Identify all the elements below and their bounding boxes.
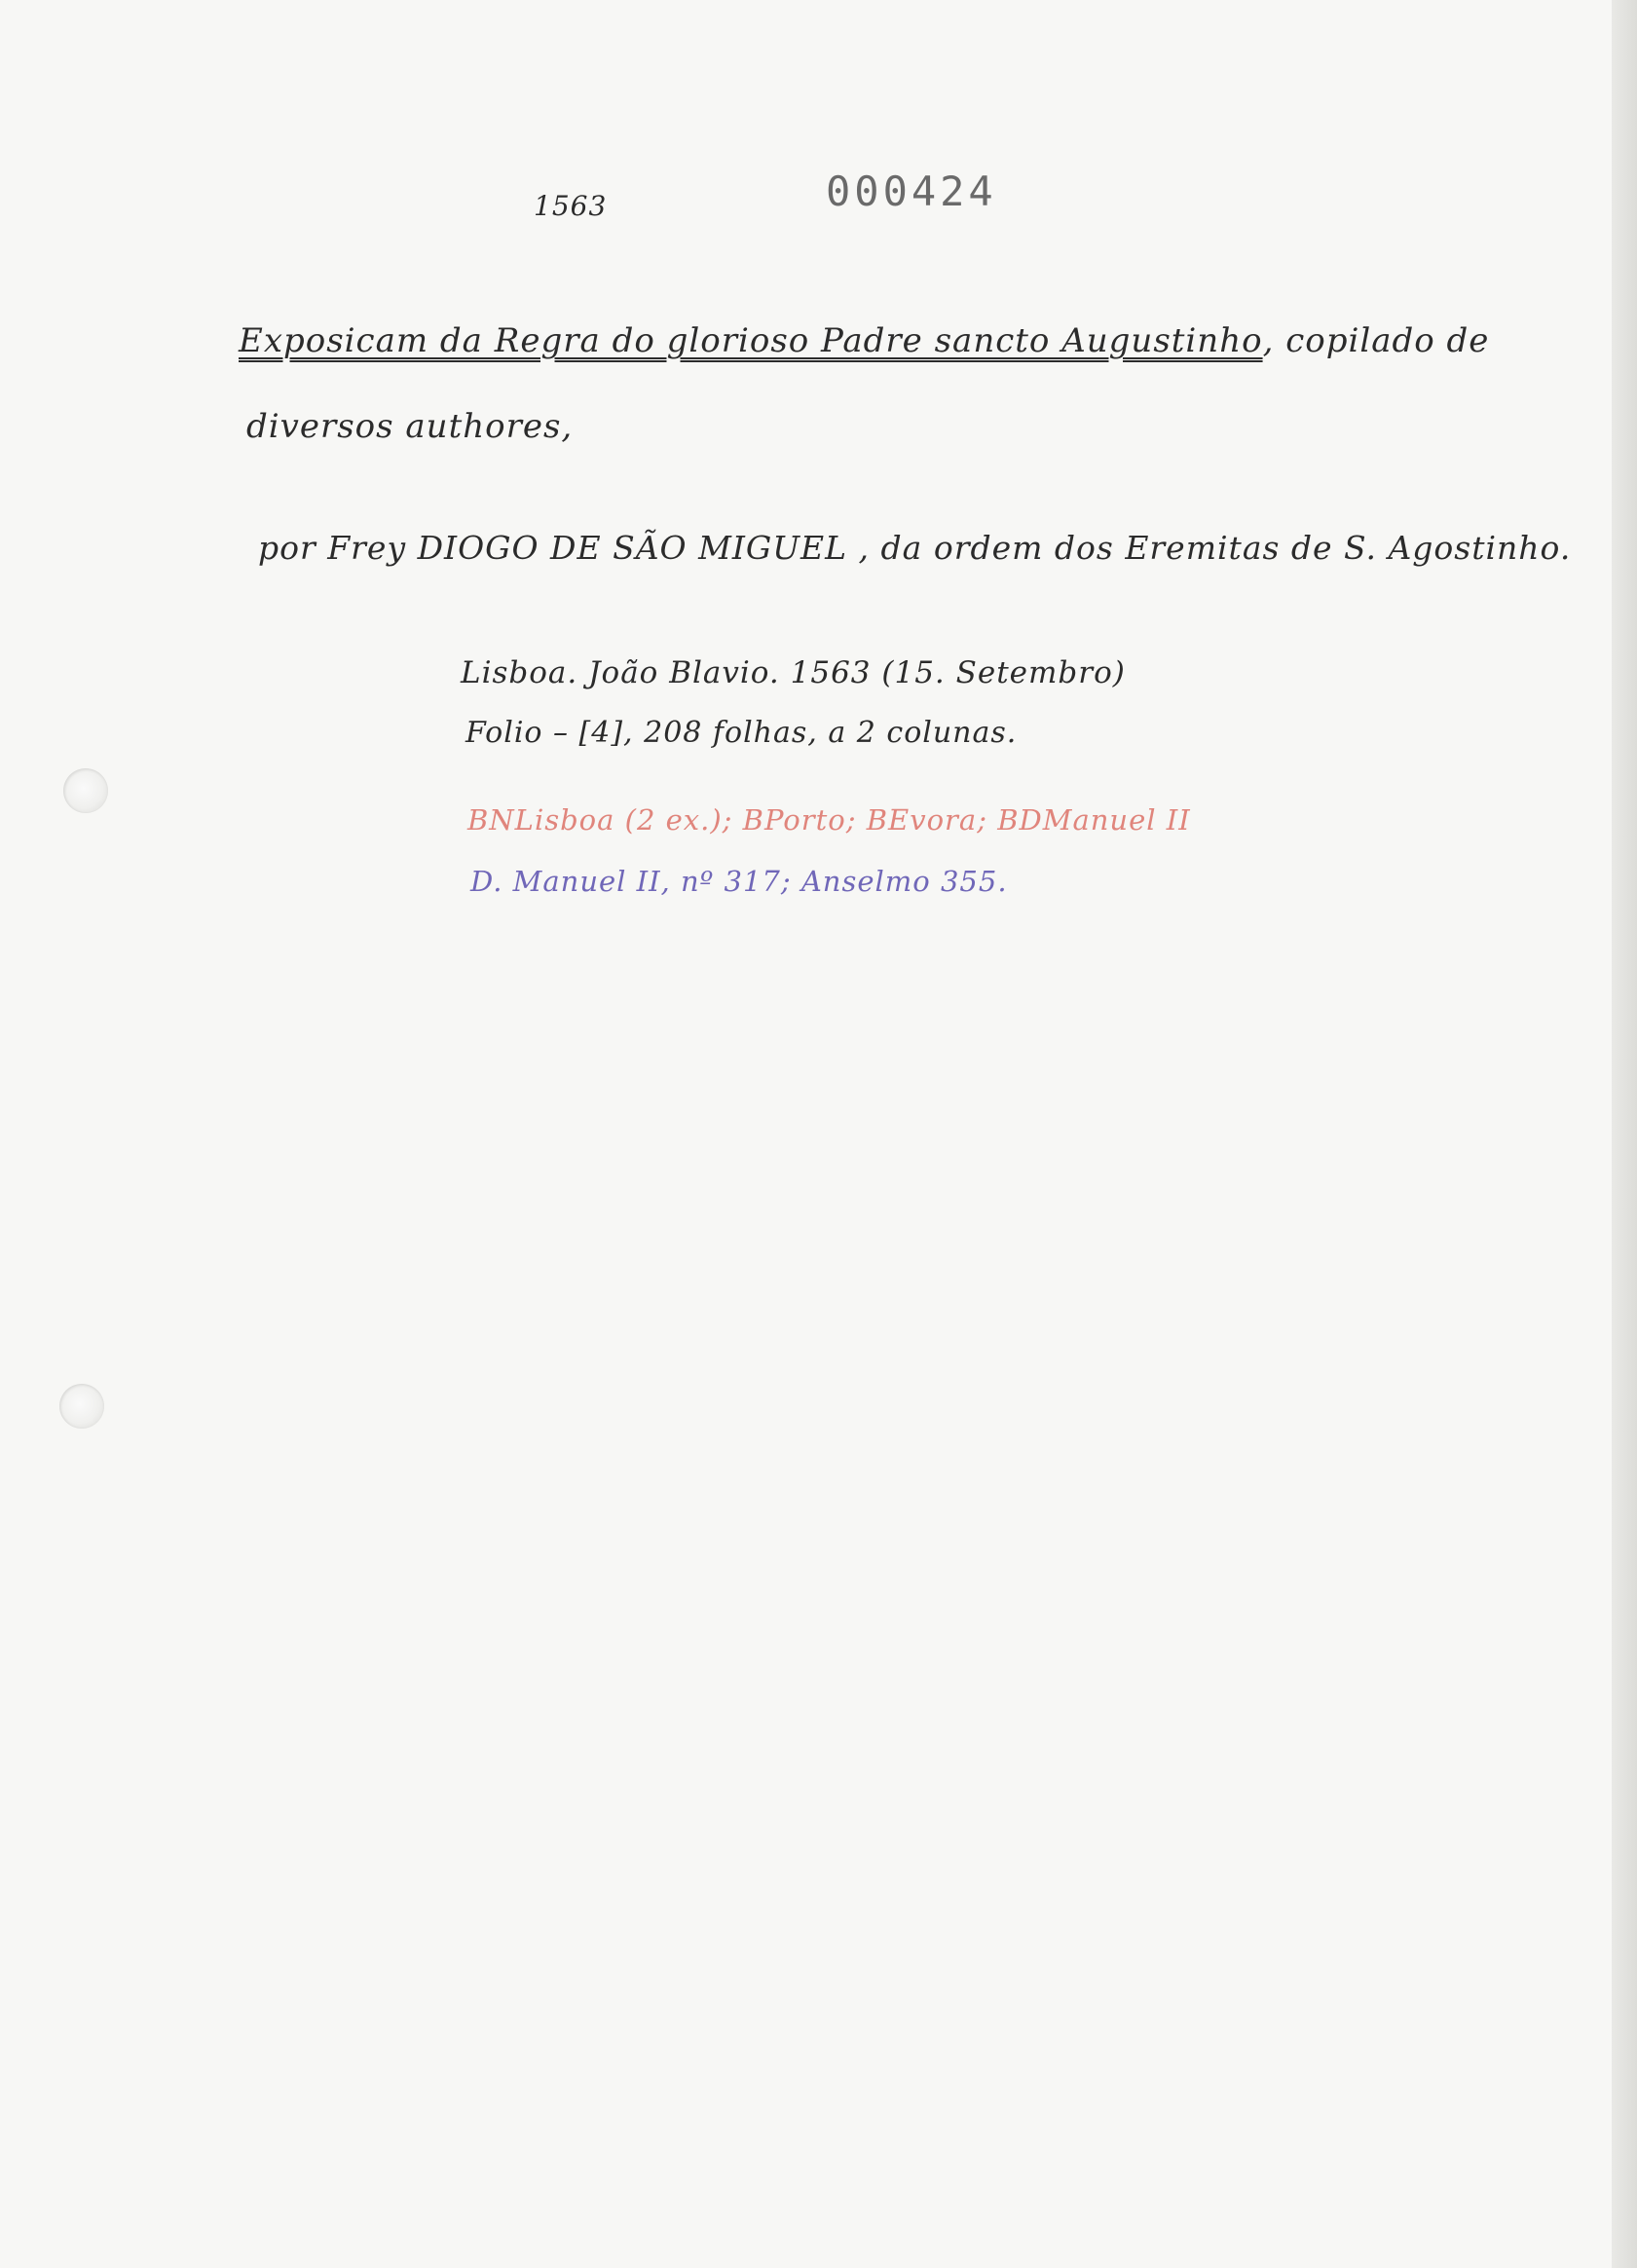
author-line: por Frey DIOGO DE SÃO MIGUEL , da ordem dos Eremitas de S. Agostinho. — [258, 529, 1572, 567]
format-line: Folio – [4], 208 folhas, a 2 colunas. — [465, 716, 1018, 750]
references-line: D. Manuel II, nº 317; Anselmo 355. — [470, 865, 1008, 898]
imprint-line: Lisboa. João Blavio. 1563 (15. Setembro) — [461, 655, 1126, 690]
publication-year: 1563 — [534, 190, 608, 222]
holdings-line: BNLisboa (2 ex.); BPorto; BEvora; BDManuel II — [467, 803, 1191, 837]
title-rest: , copilado de — [1262, 321, 1490, 360]
paper-edge — [1612, 0, 1637, 2268]
title-line-2: diversos authores, — [246, 407, 574, 446]
punch-hole-bottom — [59, 1384, 104, 1429]
punch-hole-top — [63, 768, 108, 813]
title-line-1 — [239, 321, 1489, 360]
record-number-stamp: 000424 — [826, 167, 997, 215]
title-underlined: Exposicam da Regra do glorioso Padre sancto Augustinho — [239, 321, 1263, 360]
